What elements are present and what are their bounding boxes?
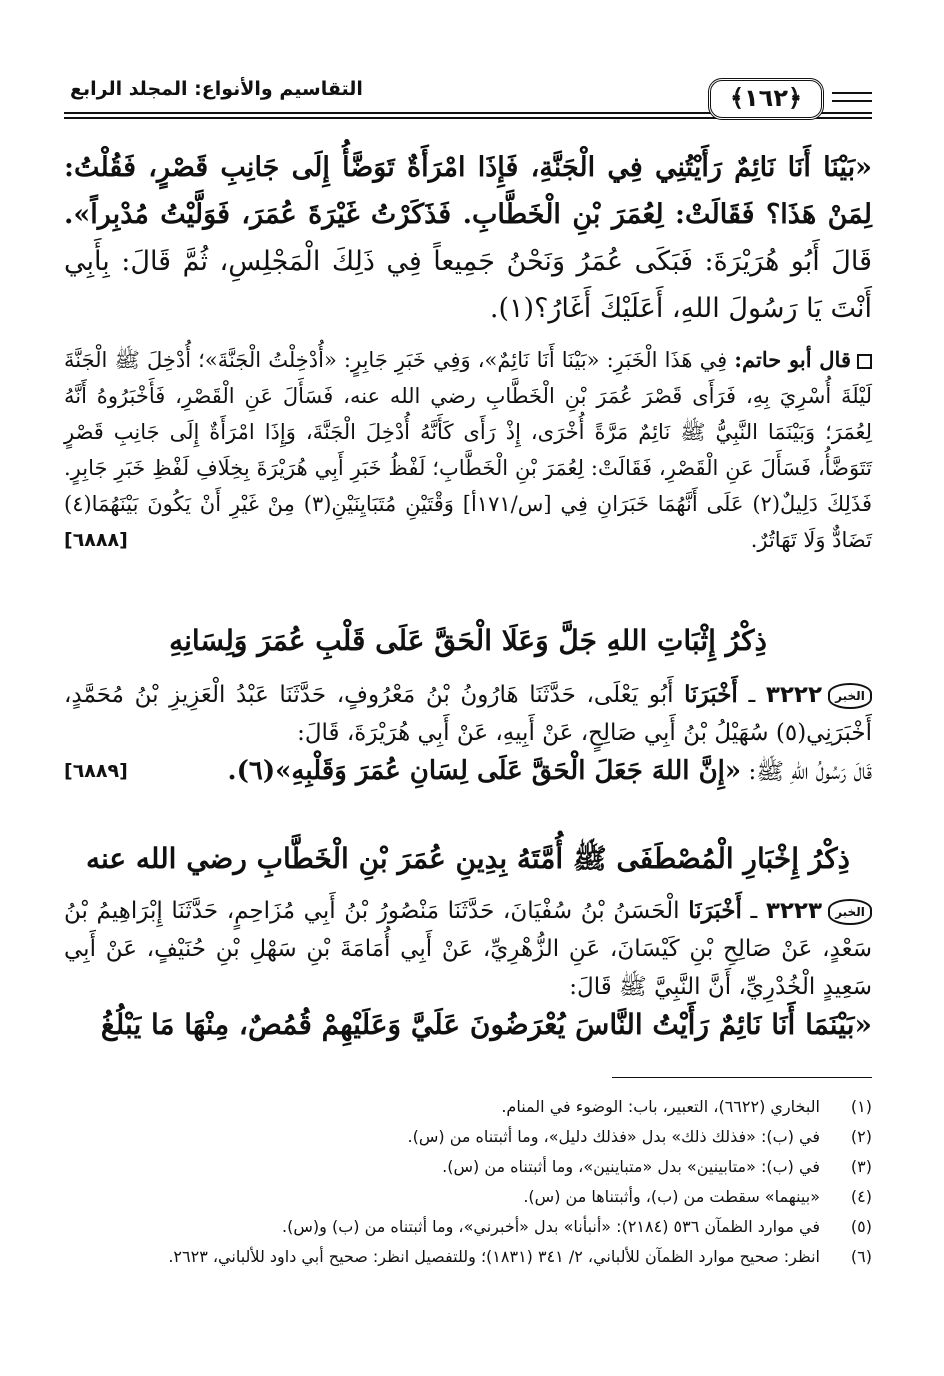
chapter-heading: ذِكْرُ إِخْبَارِ الْمُصْطَفَى ﷺ أُمَّتَهُ بِدِينِ عُمَرَ بْنِ الْخَطَّابِ رضي الله عنه bbox=[85, 842, 851, 875]
hadith-isnad: الْحَسَنُ بْنُ سُفْيَانَ، حَدَّثَنَا مَنْصُورُ بْنُ أَبِي مُزَاحِمٍ، حَدَّثَنَا إِبْرَاهِيمُ بْنُ سَعْدٍ، عَنْ صَالِحِ بْنِ كَيْسَانَ، عَنِ الزُّهْرِيِّ، عَنْ أَبِي أُمَامَةَ بْنِ سَهْلِ بْنِ حُنَيْفٍ، عَنْ أَبِي سَعِيدٍ الْخُدْرِيِّ، أَنَّ النَّبِيَّ ﷺ قَالَ: bbox=[64, 898, 872, 1000]
hadith-continuation: قَالَ أَبُو هُرَيْرَةَ: فَبَكَى عُمَرُ وَنَحْنُ جَمِيعاً فِي ذَلِكَ الْمَجْلِسِ، ثُمَّ قَالَ: بِأَبِي أَنْتَ يَا رَسُولَ اللهِ، أَعَلَيْكَ أَغَارُ؟(١). bbox=[64, 246, 872, 324]
footnote-text: في (ب): «فذلك ذلك» بدل «فذلك دليل»، وما أثبتناه من (س). bbox=[407, 1127, 820, 1146]
hadith-3222 bbox=[64, 676, 872, 791]
footnote-item bbox=[64, 1182, 872, 1212]
footnote-item bbox=[64, 1152, 872, 1182]
book-title: التقاسيم والأنواع: المجلد الرابع bbox=[64, 78, 369, 100]
commentary-paragraph bbox=[64, 342, 872, 558]
footnote-text: البخاري (٦٦٢٢)، التعبير، باب: الوضوء في المنام. bbox=[501, 1097, 820, 1116]
footnote-number: (٤) bbox=[850, 1187, 872, 1206]
hadith-matn: «إِنَّ اللهَ جَعَلَ الْحَقَّ عَلَى لِسَانِ عُمَرَ وَقَلْبِهِ»(٦). bbox=[227, 756, 742, 786]
hadith-badge-icon: الخبر bbox=[828, 899, 872, 925]
hadith-akhbarana: أَخْبَرَنَا bbox=[684, 681, 738, 708]
footnote-item bbox=[64, 1092, 872, 1122]
hadith-number: ٣٢٢٣ bbox=[765, 898, 823, 924]
footnote-number: (٣) bbox=[850, 1157, 872, 1176]
hadith-number: ٣٢٢٢ bbox=[765, 682, 822, 708]
footnote-text: في موارد الظمآن ٥٣٦ (٢١٨٤): «أنبأنا» بدل «أخبرني»، وما أثبتناه من (ب) و(س). bbox=[282, 1217, 820, 1236]
footnote-number: (٥) bbox=[850, 1217, 872, 1236]
hadith-akhbarana: أَخْبَرَنَا bbox=[688, 897, 742, 924]
hadith-3223 bbox=[64, 892, 872, 1046]
square-bullet-icon bbox=[857, 354, 872, 369]
hadith-badge-icon: الخبر bbox=[828, 683, 872, 709]
page-header bbox=[64, 78, 872, 122]
commentary-lead: قال أبو حاتم: bbox=[734, 347, 851, 372]
footnote-text: في (ب): «متابينين» بدل «متباينين»، وما أثبتناه من (س). bbox=[442, 1157, 820, 1176]
footnote-number: (١) bbox=[850, 1097, 872, 1116]
hadith-intro: قَالَ رَسُولُ اللهِ ﷺ: bbox=[748, 759, 872, 785]
footnotes bbox=[64, 1092, 872, 1272]
footnote-item bbox=[64, 1212, 872, 1242]
hadith-dash: ـ bbox=[741, 898, 766, 924]
hadith-isnad: أَبُو يَعْلَى، حَدَّثَنَا هَارُونُ بْنُ مَعْرُوفٍ، حَدَّثَنَا عَبْدُ الْعَزِيزِ بْنُ مُحَمَّدٍ، أَخْبَرَنِي(٥) سُهَيْلُ بْنُ أَبِي صَالِحٍ، عَنْ أَبِيهِ، عَنْ أَبِي هُرَيْرَةَ، قَالَ: bbox=[64, 682, 872, 746]
footnote-number: (٦) bbox=[850, 1247, 872, 1266]
commentary-text: فِي هَذَا الْخَبَرِ: «بَيْنَا أَنَا نَائِمٌ»، وَفِي خَبَرِ جَابِرٍ: «أُدْخِلْتُ الْجَنَّةَ»؛ أُدْخِلَ ﷺ الْجَنَّةَ لَيْلَةَ أُسْرِيَ بِهِ، فَرَأَى قَصْرَ عُمَرَ بْنِ الْخَطَّابِ رضي الله عنه، فَسَأَلَ عَنِ الْقَصْرِ، فَأَخْبَرُوهُ أَنَّهُ لِعُمَرَ؛ وَبَيْنَمَا النَّبِيُّ ﷺ نَائِمٌ مَرَّةً أُخْرَى، إِذْ رَأَى كَأَنَّهُ أُدْخِلَ الْجَنَّةَ، وَإِذَا امْرَأَةٌ إِلَى جَانِبِ قَصْرٍ تَتَوَضَّأُ، فَسَأَلَ عَنِ الْقَصْرِ، فَقَالَتْ: لِعُمَرَ بْنِ الْخَطَّابِ؛ لَفْظُ خَبَرِ أَبِي هُرَيْرَةَ بِخِلَافِ لَفْظِ خَبَرِ جَابِرٍ. فَذَلِكَ دَلِيلٌ(٢) عَلَى أَنَّهُمَا خَبَرَانِ فِي [س/١٧١أ] وَقْتَيْنِ مُتَبَايِنَيْنِ(٣) مِنْ غَيْرِ أَنْ يَكُونَ بَيْنَهُمَا(٤) تَضَادٌّ وَلَا تَهَاتُرٌ. bbox=[64, 348, 872, 552]
hadith-ref: [٦٨٨٨] bbox=[64, 529, 128, 551]
hadith-dash: ـ bbox=[737, 682, 766, 708]
top-hadith-text bbox=[64, 144, 872, 332]
header-ornament bbox=[832, 92, 872, 102]
footnote-text: «بينهما» سقطت من (ب)، وأثبتناها من (س). bbox=[523, 1187, 820, 1206]
page-number: ﴿١٦٢﴾ bbox=[708, 78, 824, 120]
footnote-item bbox=[64, 1122, 872, 1152]
footnote-number: (٢) bbox=[850, 1127, 872, 1146]
chapter-heading: ذِكْرُ إِثْبَاتِ اللهِ جَلَّ وَعَلَا الْحَقَّ عَلَى قَلْبِ عُمَرَ وَلِسَانِهِ bbox=[169, 624, 767, 657]
footnote-divider bbox=[612, 1077, 872, 1078]
footnote-item bbox=[64, 1242, 872, 1272]
footnote-text: انظر: صحيح موارد الظمآن للألباني، ٢/ ٣٤١ (١٨٣١)؛ وللتفصيل انظر: صحيح أبي داود للألباني، ٢٦٢٣. bbox=[168, 1247, 820, 1266]
hadith-ref: [٦٨٨٩] bbox=[64, 760, 128, 782]
hadith-matn: «بَيْنَمَا أَنَا نَائِمٌ رَأَيْتُ النَّاسَ يُعْرَضُونَ عَلَيَّ وَعَلَيْهِمْ قُمُصٌ، مِنْهَا مَا يَبْلُغُ bbox=[100, 1008, 872, 1041]
hadith-matn: «بَيْنَا أَنَا نَائِمٌ رَأَيْتُنِي فِي الْجَنَّةِ، فَإِذَا امْرَأَةٌ تَوَضَّأُ إِلَى جَانِبِ قَصْرٍ، فَقُلْتُ: لِمَنْ هَذَا؟ فَقَالَتْ: لِعُمَرَ بْنِ الْخَطَّابِ. فَذَكَرْتُ غَيْرَةَ عُمَرَ، فَوَلَّيْتُ مُدْبِراً». bbox=[64, 152, 872, 230]
